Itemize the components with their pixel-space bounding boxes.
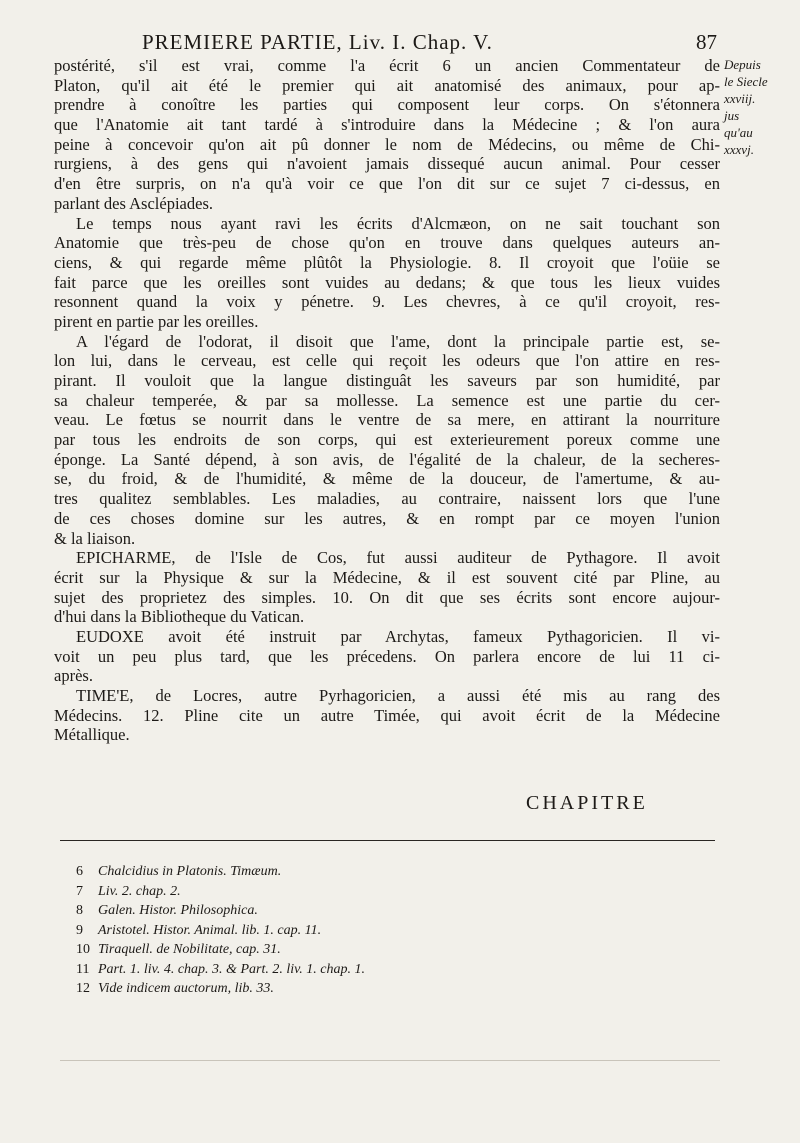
catchword: CHAPITRE [526, 792, 648, 814]
footnote-number: 12 [76, 981, 90, 996]
text-line: d'hui dans la Bibliotheque du Vatican. [54, 607, 305, 627]
footnote [76, 940, 636, 960]
text-line: pirent en partie par les oreilles. [54, 311, 259, 331]
footnote-number: 6 [76, 864, 83, 879]
text-line: d'en être surpris, on n'a qu'à voir ce que l'on dit sur ce sujet 7 ci-dessus, en [54, 174, 720, 194]
text-line: EPICHARME, de l'Isle de Cos, fut aussi auditeur de Pythagore. Il avoit [76, 548, 720, 568]
footnote-number: 7 [76, 883, 83, 899]
margin-note-line: xxxvj. [724, 142, 754, 157]
footnote-number: 8 [76, 903, 83, 918]
text-line: se, du froid, & de l'humidité, & même de la douceur, de l'amertume, & au- [54, 469, 720, 489]
margin-note-line: jus [724, 108, 740, 123]
footnote-number: 10 [76, 942, 90, 957]
text-line: Métallique. [54, 725, 130, 745]
margin-note-line: xxviij. [724, 91, 756, 106]
margin-note-line: le Siecle [724, 74, 768, 89]
text-line: sujet des proprietez des simples. 10. On dit que ses écrits sont encore aujour- [54, 587, 720, 607]
text-line: éponge. La Santé dépend, à son avis, de l'égalité de la chaleur, de la secheres- [54, 449, 720, 469]
text-line: peine à concevoir qu'on ait pû donner le nom de Médecins, ou même de Chi- [54, 134, 720, 154]
text-line: de ces choses domine sur les autres, & en rompt par ce moyen l'union [54, 508, 720, 528]
footnote-text: Liv. 2. chap. 2. [98, 883, 181, 899]
text-line: sa chaleur temperée, & par sa mollesse. La semence est une partie du cer- [54, 390, 720, 410]
text-line: postérité, s'il est vrai, comme l'a écrit 6 un ancien Commentateur de [54, 56, 720, 75]
footnote-text: Tiraquell. de Nobilitate, cap. 31. [98, 942, 281, 957]
text-line: par tous les endroits de son corps, qui est exterieurement poreux comme une [54, 430, 720, 450]
body-text [54, 56, 720, 745]
text-line: A l'égard de l'odorat, il disoit que l'ame, dont la principale partie est, se- [76, 331, 720, 351]
footnote [76, 901, 636, 921]
text-line: rurgiens, à des gens qui n'avoient jamais dissequé aucun animal. Pour cesser [54, 154, 720, 174]
text-line: ciens, & qui regarde même plûtôt la Physiologie. 8. Il croyoit que l'oüie se [54, 252, 720, 272]
bleed-through-rule [60, 1060, 720, 1061]
text-line: que l'Anatomie ait tant tardé à s'introduire dans la Médecine ; & l'on aura [54, 115, 720, 135]
footnote-text: Galen. Histor. Philosophica. [98, 903, 258, 918]
text-line: Anatomie que très-peu de chose qu'on en trouve dans quelques auteurs an- [54, 233, 720, 253]
footnote-number: 9 [76, 922, 83, 938]
running-title: PREMIERE PARTIE, Liv. I. Chap. V. [142, 30, 493, 54]
text-line: Platon, qu'il ait été le premier qui ait anatomisé des animaux, pour ap- [54, 75, 720, 95]
footnote-divider [60, 840, 715, 841]
footnote-text: Part. 1. liv. 4. chap. 3. & Part. 2. liv. 1. chap. 1. [98, 961, 366, 977]
text-line: parlant des Asclépiades. [54, 193, 213, 213]
page-number: 87 [696, 30, 717, 54]
footnote [76, 921, 636, 941]
text-line: écrit sur la Physique & sur la Médecine, & il est souvent cité par Pline, au [54, 567, 720, 587]
text-line: Le temps nous ayant ravi les écrits d'Alcmæon, on ne sait touchant son [76, 213, 720, 233]
footnote-text: Vide indicem auctorum, lib. 33. [98, 981, 274, 996]
footnote [76, 960, 636, 980]
text-line: EUDOXE avoit été instruit par Archytas, fameux Pythagoricien. Il vi- [76, 626, 720, 646]
footnote [76, 882, 636, 902]
footnotes [76, 862, 636, 999]
footnote [76, 862, 636, 882]
text-line: voit un peu plus tard, que les précedens. On parlera encore de lui 11 ci- [54, 646, 720, 666]
text-line: veau. Le fœtus se nourrit dans le ventre de sa mere, en attirant la nourriture [54, 410, 720, 430]
text-line: prendre à conoître les parties qui composent leur corps. On s'étonnera [54, 95, 720, 115]
text-line: resonnent quand la voix y pénetre. 9. Les chevres, à ce qu'il croyoit, res- [54, 292, 720, 312]
text-line: Médecins. 12. Pline cite un autre Timée, qui avoit écrit de la Médecine [54, 705, 720, 725]
margin-note-line: Depuis [724, 57, 761, 72]
text-line: lon lui, dans le cerveau, est celle qui reçoit les odeurs que l'on attire en res- [54, 351, 720, 371]
text-line: fait parce que les oreilles sont vuides au dedans; & que tous les lieux vuides [54, 272, 720, 292]
footnote-text: Aristotel. Histor. Animal. lib. 1. cap. 11. [98, 922, 322, 938]
margin-note-line: qu'au [724, 125, 753, 140]
text-line: après. [54, 666, 93, 686]
text-line: pirant. Il vouloit que la langue distinguât les saveurs par son humidité, par [54, 371, 720, 390]
text-line: & la liaison. [54, 528, 136, 548]
footnote [76, 979, 636, 999]
margin-note [724, 56, 796, 158]
text-line: tres qualitez semblables. Les maladies, au contraire, naissent lors que l'une [54, 489, 720, 509]
footnote-text: Chalcidius in Platonis. Timæum. [98, 864, 282, 879]
text-line: TIME'E, de Locres, autre Pyrhagoricien, a aussi été mis au rang des [76, 686, 720, 705]
footnote-number: 11 [76, 961, 90, 977]
